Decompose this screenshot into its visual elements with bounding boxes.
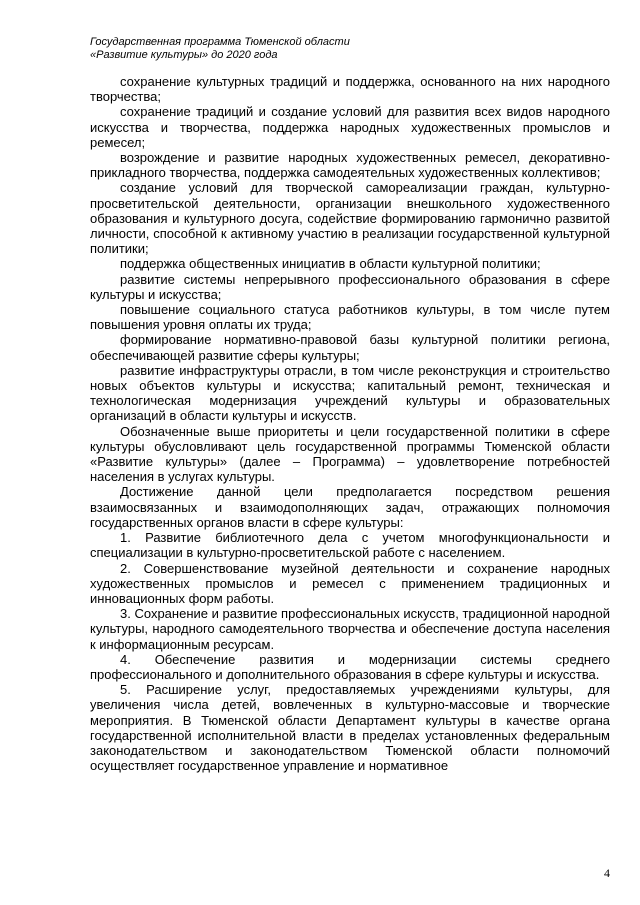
header-line-1: Государственная программа Тюменской области	[90, 36, 350, 48]
paragraph: Обозначенные выше приоритеты и цели государственной политики в сфере культуры обусловливают цель государственной программы Тюменской области «Развитие культуры» (далее – Программа) – удовлетворение потребностей населения в услугах культуры.	[90, 423, 610, 485]
paragraph: создание условий для творческой самореализации граждан, культурно-просветительской деятельности, организации внешкольного художественного образования и культурного досуга, содействие формированию гармонично развитой личности, способной к активному участию в реализации государственной культурной политики;	[90, 180, 610, 257]
paragraph: формирование нормативно-правовой базы культурной политики региона, обеспечивающей развитие сферы культуры;	[90, 332, 610, 363]
paragraph: Достижение данной цели предполагается посредством решения взаимосвязанных и взаимодополняющих задач, отражающих полномочия государственных органов власти в сфере культуры:	[90, 484, 610, 530]
paragraph: повышение социального статуса работников культуры, в том числе путем повышения уровня оплаты их труда;	[90, 302, 610, 333]
paragraph: сохранение традиций и создание условий для развития всех видов народного искусства и творчества, поддержка народных художественных промыслов и ремесел;	[90, 104, 610, 150]
paragraph: возрождение и развитие народных художественных ремесел, декоративно-прикладного творчества, поддержка самодеятельных художественных коллективов;	[90, 150, 610, 181]
paragraph: 2. Совершенствование музейной деятельности и сохранение народных художественных промыслов и ремесел с применением традиционных и инновационных форм работы.	[90, 560, 610, 606]
paragraph: сохранение культурных традиций и поддержка, основанного на них народного творчества;	[90, 74, 610, 105]
paragraph: 3. Сохранение и развитие профессиональных искусств, традиционной народной культуры, народного самодеятельного творчества и обеспечение доступа населения к информационным ресурсам.	[90, 606, 610, 652]
paragraph: поддержка общественных инициатив в области культурной политики;	[120, 256, 541, 272]
body-text	[90, 74, 610, 773]
running-header	[90, 36, 350, 62]
page-number: 4	[604, 866, 610, 880]
paragraph: 4. Обеспечение развития и модернизации системы среднего профессионального и дополнительного образования в сфере культуры и искусства.	[90, 651, 610, 682]
paragraph: развитие системы непрерывного профессионального образования в сфере культуры и искусства;	[90, 271, 610, 302]
paragraph: 1. Развитие библиотечного дела с учетом многофункциональности и специализации в культурно-просветительской работе с населением.	[90, 530, 610, 561]
paragraph: 5. Расширение услуг, предоставляемых учреждениями культуры, для увеличения числа детей, вовлеченных в культурно-массовые и творческие мероприятия. В Тюменской области Департамент культуры в качестве органа государственной исполнительной власти в пределах установленных федеральным законодательством и законодательством Тюменской области полномочий осуществляет государственное управление и нормативное	[90, 682, 610, 774]
paragraph: развитие инфраструктуры отрасли, в том числе реконструкция и строительство новых объектов культуры и искусства; капитальный ремонт, техническая и технологическая модернизация учреждений культуры и образовательных организаций в области культуры и искусств.	[90, 362, 610, 424]
header-line-2: «Развитие культуры» до 2020 года	[90, 49, 278, 61]
